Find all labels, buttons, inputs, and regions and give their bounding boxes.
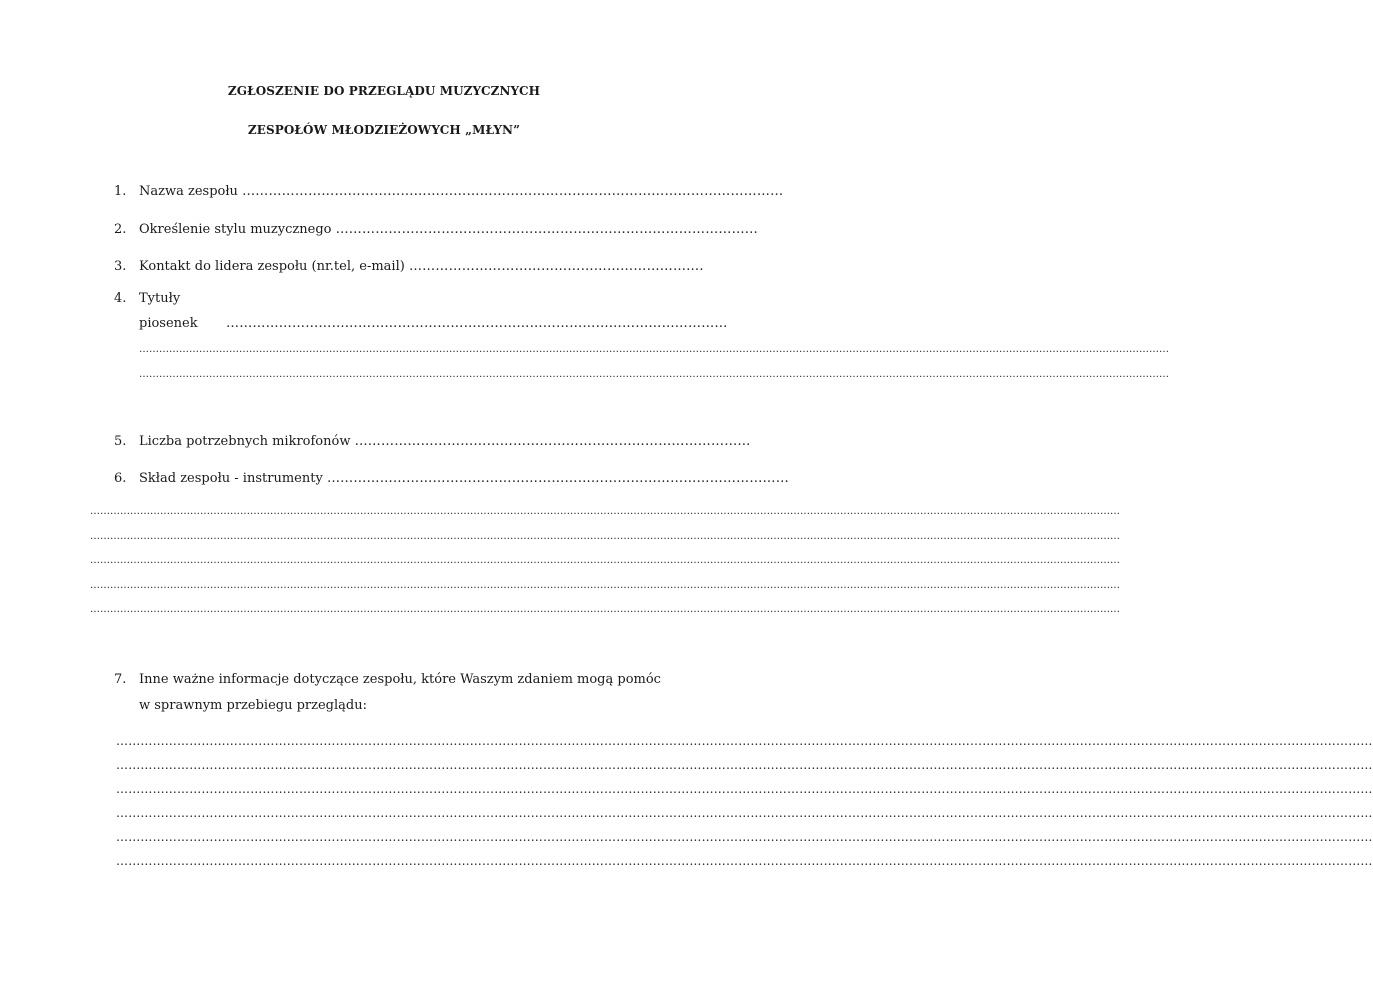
item-number-3: 3. xyxy=(114,259,127,274)
item-number-7: 7. xyxy=(114,672,127,687)
item-number-1: 1. xyxy=(114,184,127,199)
label-song-titles-line2: piosenek xyxy=(139,316,198,331)
label-music-style: Określenie stylu muzycznego xyxy=(139,222,332,237)
label-song-titles-line1: Tytuły xyxy=(139,291,181,306)
fill-line-instruments-2[interactable]: ………………………………………………………………………………………………………………………………………………………………………………………………………………………………………………………………………………… xyxy=(90,531,1120,542)
field-microphones[interactable] xyxy=(139,434,751,450)
field-leader-contact[interactable] xyxy=(139,259,704,275)
fill-line-other-info-3[interactable]: ………………………………………………………………………………………………………………………………………………………………………………………………………………………………………………………………………………… xyxy=(116,782,1373,796)
label-instruments: Skład zespołu - instrumenty xyxy=(139,471,323,486)
dotted-line: …………………………………………………………………………………………………………… xyxy=(242,184,784,199)
fill-line-song-titles-1[interactable]: ………………………………………………………………………………………………………………………………………………………………………………………………………………………………………………………………………………… xyxy=(139,344,1169,355)
fill-line-other-info-2[interactable]: ………………………………………………………………………………………………………………………………………………………………………………………………………………………………………………………………………………… xyxy=(116,758,1373,772)
field-music-style[interactable] xyxy=(139,222,759,238)
fill-line-other-info-6[interactable]: ………………………………………………………………………………………………………………………………………………………………………………………………………………………………………………………………………………… xyxy=(116,854,1373,868)
dotted-line: …………………………………………………………. xyxy=(408,259,704,274)
dotted-line: …………………………………………………………………………………………………… xyxy=(226,316,728,331)
item-number-2: 2. xyxy=(114,222,127,237)
fill-line-other-info-4[interactable]: ………………………………………………………………………………………………………………………………………………………………………………………………………………………………………………………………………………… xyxy=(116,806,1373,820)
field-band-name[interactable] xyxy=(139,184,784,200)
fill-line-song-titles-2[interactable]: ………………………………………………………………………………………………………………………………………………………………………………………………………………………………………………………………………………… xyxy=(139,369,1169,380)
fill-line-instruments-5[interactable]: ………………………………………………………………………………………………………………………………………………………………………………………………………………………………………………………………………………… xyxy=(90,604,1120,615)
fill-line-instruments-3[interactable]: ………………………………………………………………………………………………………………………………………………………………………………………………………………………………………………………………………………… xyxy=(90,555,1120,566)
item-number-6: 6. xyxy=(114,471,127,486)
form-title-line2: ZESPOŁÓW MŁODZIEŻOWYCH „MŁYN” xyxy=(247,123,521,137)
fill-line-instruments-4[interactable]: ………………………………………………………………………………………………………………………………………………………………………………………………………………………………………………………………………………… xyxy=(90,580,1120,591)
label-other-info-line1: Inne ważne informacje dotyczące zespołu, które Waszym zdaniem mogą pomóc xyxy=(139,672,661,687)
fill-line-instruments-1[interactable]: ………………………………………………………………………………………………………………………………………………………………………………………………………………………………………………………………………………… xyxy=(90,506,1120,517)
label-band-name: Nazwa zespołu xyxy=(139,184,238,199)
field-song-titles[interactable] xyxy=(226,316,728,332)
item-number-5: 5. xyxy=(114,434,127,449)
form-title-line1: ZGŁOSZENIE DO PRZEGLĄDU MUZYCZNYCH xyxy=(227,84,541,98)
fill-line-other-info-1[interactable]: ………………………………………………………………………………………………………………………………………………………………………………………………………………………………………………………………………………… xyxy=(116,734,1373,748)
item-number-4: 4. xyxy=(114,291,127,306)
dotted-line: …………………………………………………………………………………………… xyxy=(326,471,789,486)
field-instruments[interactable] xyxy=(139,471,789,487)
dotted-line: ……………………………………………………………………………… xyxy=(354,434,751,449)
label-microphones: Liczba potrzebnych mikrofonów xyxy=(139,434,351,449)
dotted-line: …………………………………………………………………………………… xyxy=(335,222,759,237)
label-other-info-line2: w sprawnym przebiegu przeglądu: xyxy=(139,698,367,713)
label-leader-contact: Kontakt do lidera zespołu (nr.tel, e-mail) xyxy=(139,259,405,274)
fill-line-other-info-5[interactable]: ………………………………………………………………………………………………………………………………………………………………………………………………………………………………………………………………………………… xyxy=(116,830,1373,844)
